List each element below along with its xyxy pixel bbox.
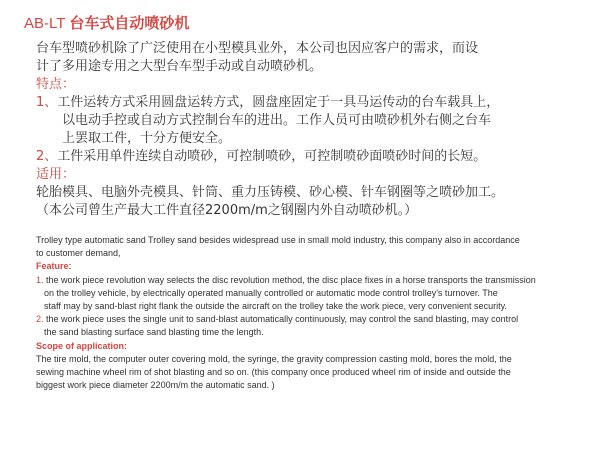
en-intro-line: Trolley type automatic sand Trolley sand besides widespread use in small mold industry, this company also in accordance (36, 235, 520, 245)
cn-application-line: （本公司曾生产最大工件直径2200m/m之钢圈内外自动喷砂机。） (36, 203, 418, 218)
cn-feature-2-line (36, 148, 581, 166)
cn-intro-line: 计了多用途专用之大型台车型手动或自动喷砂机。 (36, 59, 323, 74)
product-title (24, 12, 189, 35)
cn-feature-2-text: 工件采用单件连续自动喷砂，可控制喷砂，可控制喷砂面喷砂时间的长短。 (57, 149, 487, 164)
en-feature-2-line (36, 313, 588, 326)
cn-feature-1-line: 以电动手控或自动方式控制台车的进出。工作人员可由喷砂机外右侧之台车 (62, 113, 492, 128)
cn-application-line: 轮胎模具、电脑外壳模具、针筒、重力压铸模、砂心模、针车钢圈等之喷砂加工。 (36, 185, 505, 200)
en-feature-2-number: 2. (36, 314, 44, 325)
product-model: AB-LT (24, 15, 66, 32)
en-feature-heading: Feature: (36, 261, 72, 272)
cn-feature-1-line (36, 94, 581, 112)
en-feature-2-line: the sand blasting surface sand blasting time the length. (44, 327, 264, 338)
cn-feature-2-number: 2、 (36, 149, 58, 164)
cn-feature-1-number: 1、 (36, 95, 58, 110)
en-intro-line: to customer demand, (36, 248, 121, 259)
product-name: 台车式自动喷砂机 (69, 14, 190, 32)
en-feature-1-number: 1. (36, 274, 44, 285)
cn-application-heading: 适用： (36, 167, 76, 182)
en-scope-line: sewing machine wheel rim of shot blasting and so on. (this company once produced wheel rim of inside and outside the (36, 367, 511, 378)
cn-feature-1-text: 工件运转方式采用圆盘运转方式，圆盘座固定于一具马运传动的台车载具上， (57, 95, 500, 110)
english-description (36, 234, 588, 392)
en-feature-1-text: the work piece revolution way selects the disc revolution method, the disc place fixes in a horse transports the transmission (46, 274, 536, 285)
cn-intro-line: 台车型喷砂机除了广泛使用在小型模具业外，本公司也因应客户的需求，而设 (36, 41, 479, 56)
cn-features-heading: 特点： (36, 77, 76, 92)
cn-feature-1-line: 上罢取工件，十分方便安全。 (62, 131, 232, 146)
en-feature-2-text: the work piece uses the single unit to sand-blast automatically continuously, may control the sand blasting, may control (46, 314, 519, 325)
en-feature-1-line: staff may by sand-blast right flank the outside the aircraft on the trolley take the work piece, very convenient security. (44, 301, 507, 312)
en-feature-1-line (36, 274, 588, 287)
en-scope-line: The tire mold, the computer outer covering mold, the syringe, the gravity compression casting mold, bores the mold, the (36, 353, 512, 364)
en-feature-1-line: on the trolley vehicle, by electrically operated manually controlled or automatic mode control trolley's turnover. The (44, 287, 498, 298)
en-scope-heading: Scope of application: (36, 340, 128, 351)
en-scope-line: biggest work piece diameter 2200m/m the automatic sand. ) (36, 380, 275, 391)
chinese-description (36, 40, 581, 220)
